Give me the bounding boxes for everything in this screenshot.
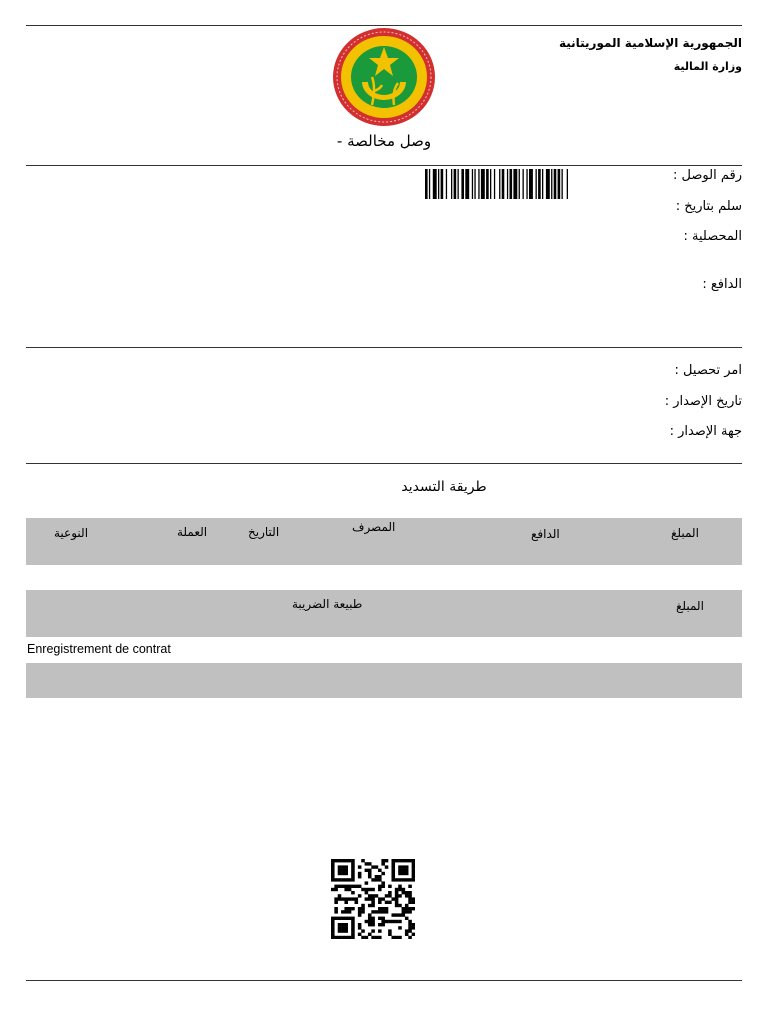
national-emblem-icon: [332, 27, 436, 127]
collection-order-label: امر تحصيل :: [674, 363, 742, 378]
tax-item: Enregistrement de contrat: [27, 642, 171, 656]
col-date: التاريخ: [248, 525, 280, 539]
col-currency: العملة: [177, 525, 208, 539]
col-tax-nature: طبيعة الضريبة: [292, 597, 363, 611]
qr-code-icon: [331, 859, 415, 939]
payment-table-header: [26, 518, 742, 565]
issue-date-label: تاريخ الإصدار :: [664, 394, 742, 409]
delivered-date-label: سلم بتاريخ :: [675, 199, 742, 214]
payer-label: الدافع :: [702, 277, 742, 292]
top-divider: [26, 25, 742, 26]
payment-method-title: طريقة التسديد: [401, 479, 487, 495]
order-divider: [26, 463, 742, 464]
republic-name: الجمهورية الإسلامية الموريتانية: [558, 36, 742, 50]
issuer-label: جهة الإصدار :: [669, 424, 742, 439]
receipt-number-label: رقم الوصل :: [673, 168, 742, 183]
bottom-divider: [26, 980, 742, 981]
document-title: وصل مخالصة -: [336, 132, 432, 150]
collection-label: المحصلية :: [683, 229, 742, 244]
col-tax-amount: المبلغ: [676, 599, 704, 613]
col-type: النوعية: [54, 526, 89, 540]
col-bank: المصرف: [352, 520, 396, 534]
barcode-icon: [425, 169, 615, 199]
title-divider: [26, 165, 742, 166]
receipt-divider: [26, 347, 742, 348]
tax-total-band: [26, 663, 742, 698]
ministry-name: وزارة المالية: [673, 60, 742, 73]
col-amount: المبلغ: [671, 526, 699, 540]
tax-table-header: [26, 590, 742, 637]
col-payer: الدافع: [531, 527, 560, 541]
